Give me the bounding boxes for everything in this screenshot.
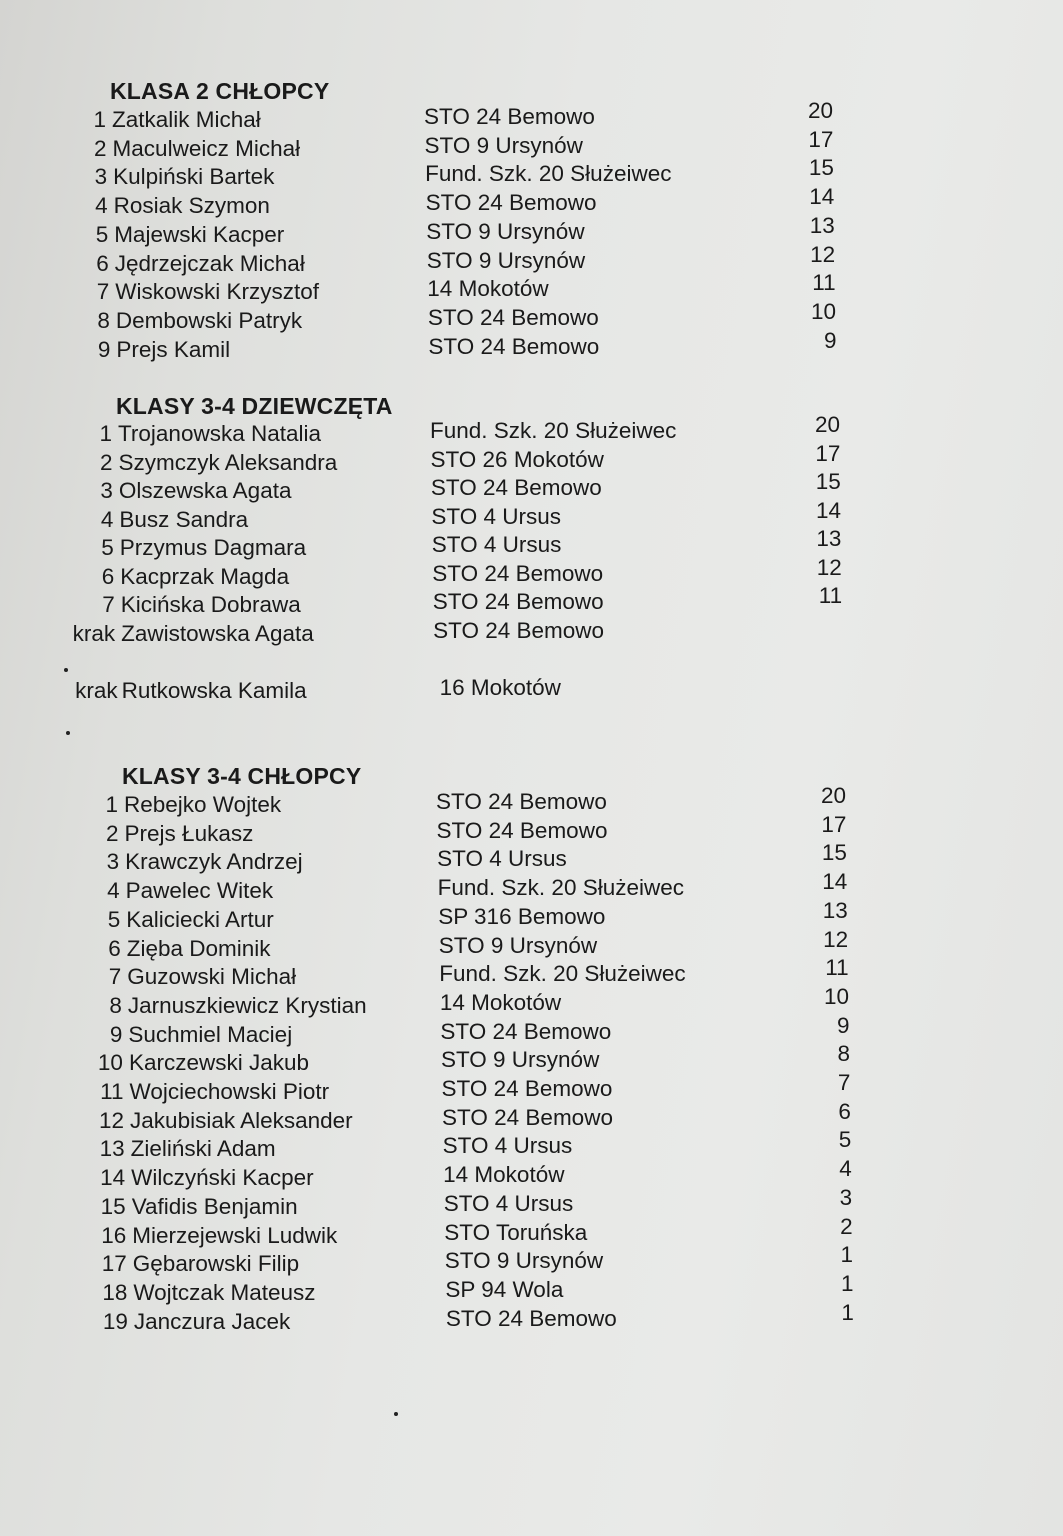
points-value: 9 [824, 327, 837, 353]
place-number: 6 [96, 250, 109, 276]
points-value: 12 [823, 926, 849, 952]
place-number: 4 [100, 506, 114, 532]
place-number: krak [75, 678, 118, 703]
school-name: STO 9 Ursynów [438, 932, 598, 958]
place-number: 5 [95, 221, 109, 247]
result-row [0, 1299, 1063, 1338]
school-name: Fund. Szk. 20 Służeiwec [425, 161, 672, 187]
school-name: STO 24 Bemowo [427, 304, 599, 330]
school-name: STO 24 Bemowo [436, 817, 608, 843]
participant-name: Szymczyk Aleksandra [118, 449, 338, 475]
participant-name: Maculweicz Michał [112, 135, 301, 161]
result-row [0, 1213, 1063, 1252]
result-row [0, 241, 1063, 280]
result-row [0, 1041, 1063, 1079]
points-value: 15 [821, 840, 847, 866]
result-row [0, 1270, 1063, 1309]
participant-name: Wiskowski Krzysztof [115, 279, 320, 305]
points-value: 1 [840, 1242, 854, 1268]
place-number: 5 [101, 535, 114, 560]
school-name: Fund. Szk. 20 Służeiwec [437, 875, 685, 901]
participant-name: Busz Sandra [119, 506, 249, 532]
points-value: 13 [816, 526, 842, 551]
result-row [0, 98, 1063, 136]
points-value: 7 [837, 1070, 851, 1095]
place-number: 4 [107, 878, 120, 904]
result-row [0, 298, 1063, 337]
place-number: 8 [109, 992, 122, 1018]
points-value: 1 [841, 1299, 854, 1325]
result-row [0, 270, 1063, 308]
points-value: 15 [815, 469, 841, 494]
participant-name: Wojciechowski Piotr [129, 1079, 330, 1104]
points-value: 11 [812, 270, 836, 296]
points-value: 11 [825, 955, 849, 981]
school-name: STO 4 Ursus [437, 846, 567, 872]
school-name: STO Toruńska [444, 1219, 588, 1245]
result-row [0, 126, 1063, 165]
school-name: STO 9 Ursynów [440, 1047, 600, 1073]
participant-name: Dembowski Patryk [115, 307, 303, 333]
place-number: 1 [93, 107, 106, 132]
place-number: 3 [100, 478, 113, 503]
school-name: STO 4 Ursus [431, 503, 561, 529]
school-name: 14 Mokotów [443, 1162, 565, 1188]
school-name: STO 4 Ursus [443, 1190, 574, 1216]
place-number: 7 [108, 964, 122, 990]
place-number: 19 [102, 1308, 128, 1334]
result-row [0, 1127, 1063, 1165]
points-value: 10 [824, 983, 850, 1009]
place-number: 3 [106, 849, 120, 875]
participant-name: Pawelec Witek [125, 878, 274, 904]
points-value: 13 [809, 212, 835, 238]
result-row [0, 869, 1063, 907]
school-name: STO 24 Bemowo [436, 789, 607, 814]
stray-dot [64, 668, 68, 672]
school-name: STO 24 Bemowo [432, 560, 604, 586]
school-name: STO 4 Ursus [442, 1133, 573, 1159]
participant-name: Gębarowski Filip [132, 1251, 300, 1277]
result-row [0, 897, 1063, 936]
participant-name: Karczewski Jakub [128, 1050, 310, 1076]
participant-name: Jarnuszkiewicz Krystian [127, 992, 367, 1018]
participant-name: Trojanowska Natalia [118, 421, 322, 446]
points-value: 1 [840, 1270, 854, 1296]
result-row [0, 1070, 1063, 1108]
result-row [0, 840, 1063, 878]
points-value: 20 [820, 783, 846, 808]
participant-name: Wilczyński Kacper [131, 1165, 314, 1191]
place-number: 7 [96, 279, 110, 305]
school-name: STO 24 Bemowo [440, 1018, 612, 1044]
school-name: STO 26 Mokotów [430, 446, 604, 472]
place-number: 16 [101, 1222, 127, 1248]
points-value: 9 [837, 1012, 850, 1038]
points-value: 14 [809, 184, 835, 210]
result-row [0, 1012, 1063, 1051]
result-row [0, 583, 1063, 621]
participant-name: Vafidis Benjamin [131, 1193, 298, 1219]
participant-name: Rebejko Wojtek [124, 792, 282, 817]
points-value: 14 [816, 497, 842, 523]
school-name: STO 9 Ursynów [424, 132, 583, 158]
place-number: 17 [101, 1251, 127, 1277]
stray-dot [66, 731, 70, 735]
place-number: 13 [99, 1136, 125, 1162]
section-title: KLASA 2 CHŁOPCY [110, 78, 330, 104]
school-name: 14 Mokotów [439, 989, 562, 1015]
place-number: 15 [100, 1193, 126, 1219]
school-name: STO 24 Bemowo [445, 1305, 617, 1331]
place-number: 10 [97, 1050, 123, 1076]
participant-name: Wojtczak Mateusz [133, 1279, 316, 1305]
result-row [0, 1156, 1063, 1194]
school-name: STO 24 Bemowo [433, 618, 605, 643]
school-name: 14 Mokotów [427, 276, 549, 302]
place-number: 7 [102, 592, 115, 617]
place-number: 18 [102, 1279, 128, 1305]
result-row [0, 811, 1063, 850]
points-value: 12 [816, 554, 842, 580]
points-value: 11 [818, 583, 843, 608]
participant-name: Rosiak Szymon [113, 193, 270, 219]
participant-name: Prejs Kamil [116, 336, 231, 362]
place-number: 8 [97, 307, 110, 333]
school-name: STO 9 Ursynów [426, 247, 586, 273]
school-name: STO 24 Bemowo [430, 475, 602, 500]
result-row [0, 327, 1063, 366]
result-row [0, 983, 1063, 1022]
points-value: 17 [815, 440, 841, 466]
points-value: 17 [808, 126, 834, 152]
stray-dot [394, 1412, 398, 1416]
participant-name: Majewski Kacper [114, 221, 285, 247]
points-value: 3 [839, 1184, 853, 1210]
points-value: 20 [807, 98, 833, 123]
participant-name: Krawczyk Andrzej [125, 849, 303, 875]
result-row [0, 783, 1063, 821]
school-name: SP 94 Wola [445, 1276, 564, 1302]
place-number: 9 [97, 336, 111, 362]
place-number: 11 [100, 1079, 124, 1104]
result-row [0, 184, 1063, 222]
school-name: STO 24 Bemowo [424, 104, 595, 129]
participant-name: Kacprzak Magda [120, 563, 290, 589]
school-name: STO 24 Bemowo [425, 190, 597, 216]
result-row [0, 1184, 1063, 1223]
result-row [0, 212, 1063, 251]
result-row [0, 926, 1063, 965]
school-name: STO 24 Bemowo [432, 589, 604, 614]
participant-name: Kicińska Dobrawa [120, 592, 301, 617]
school-name: Fund. Szk. 20 Służeiwec [430, 418, 677, 443]
school-name: 16 Mokotów [439, 675, 561, 700]
participant-name: Rutkowska Kamila [121, 678, 307, 703]
school-name: SP 316 Bemowo [438, 903, 606, 929]
section-title: KLASY 3-4 DZIEWCZĘTA [116, 393, 393, 419]
participant-name: Mierzejewski Ludwik [132, 1222, 338, 1248]
place-number: 2 [106, 820, 119, 846]
result-row [0, 1098, 1063, 1137]
participant-name: Kaliciecki Artur [126, 906, 274, 932]
school-name: STO 9 Ursynów [426, 218, 585, 244]
points-value: 8 [837, 1041, 850, 1067]
result-row [0, 955, 1063, 993]
points-value: 2 [840, 1213, 853, 1239]
place-number: 1 [99, 421, 112, 446]
points-value: 13 [822, 897, 848, 923]
place-number: krak [72, 621, 116, 646]
school-name: Fund. Szk. 20 Służeiwec [439, 961, 686, 987]
school-name: STO 4 Ursus [431, 532, 562, 557]
participant-name: Zawistowska Agata [121, 621, 314, 646]
points-value: 15 [808, 155, 834, 181]
points-value: 4 [839, 1156, 852, 1182]
place-number: 1 [105, 792, 118, 817]
points-value: 17 [821, 811, 847, 837]
points-value: 10 [811, 298, 837, 324]
points-value: 5 [838, 1127, 852, 1153]
participant-name: Kulpiński Bartek [113, 164, 275, 190]
points-value: 20 [814, 412, 840, 437]
place-number: 3 [94, 164, 108, 190]
place-number: 5 [107, 906, 121, 932]
result-row [0, 155, 1063, 193]
place-number: 2 [94, 135, 107, 161]
participant-name: Olszewska Agata [118, 478, 292, 503]
points-value: 12 [810, 241, 836, 267]
participant-name: Zatkalik Michał [112, 107, 261, 132]
points-value: 14 [822, 869, 848, 895]
place-number: 6 [108, 935, 121, 961]
participant-name: Janczura Jacek [133, 1308, 291, 1334]
place-number: 4 [95, 193, 108, 219]
participant-name: Suchmiel Maciej [128, 1021, 293, 1047]
place-number: 6 [101, 563, 115, 589]
participant-name: Zięba Dominik [126, 935, 271, 961]
school-name: STO 24 Bemowo [441, 1076, 613, 1101]
place-number: 2 [99, 449, 113, 475]
participant-name: Jakubisiak Aleksander [130, 1107, 353, 1133]
points-value: 6 [838, 1098, 851, 1124]
participant-name: Prejs Łukasz [124, 820, 254, 846]
place-number: 12 [99, 1107, 125, 1133]
participant-name: Jędrzejczak Michał [114, 250, 305, 276]
school-name: STO 24 Bemowo [442, 1104, 613, 1130]
participant-name: Zieliński Adam [130, 1136, 276, 1162]
school-name: STO 24 Bemowo [428, 333, 600, 359]
place-number: 9 [109, 1021, 123, 1047]
section-title: KLASY 3-4 CHŁOPCY [122, 763, 362, 789]
participant-name: Przymus Dagmara [119, 535, 307, 560]
result-row [0, 675, 1063, 707]
place-number: 14 [100, 1165, 126, 1191]
result-row [0, 1242, 1063, 1280]
participant-name: Guzowski Michał [127, 964, 297, 990]
school-name: STO 9 Ursynów [444, 1248, 604, 1274]
result-row [0, 618, 1063, 650]
